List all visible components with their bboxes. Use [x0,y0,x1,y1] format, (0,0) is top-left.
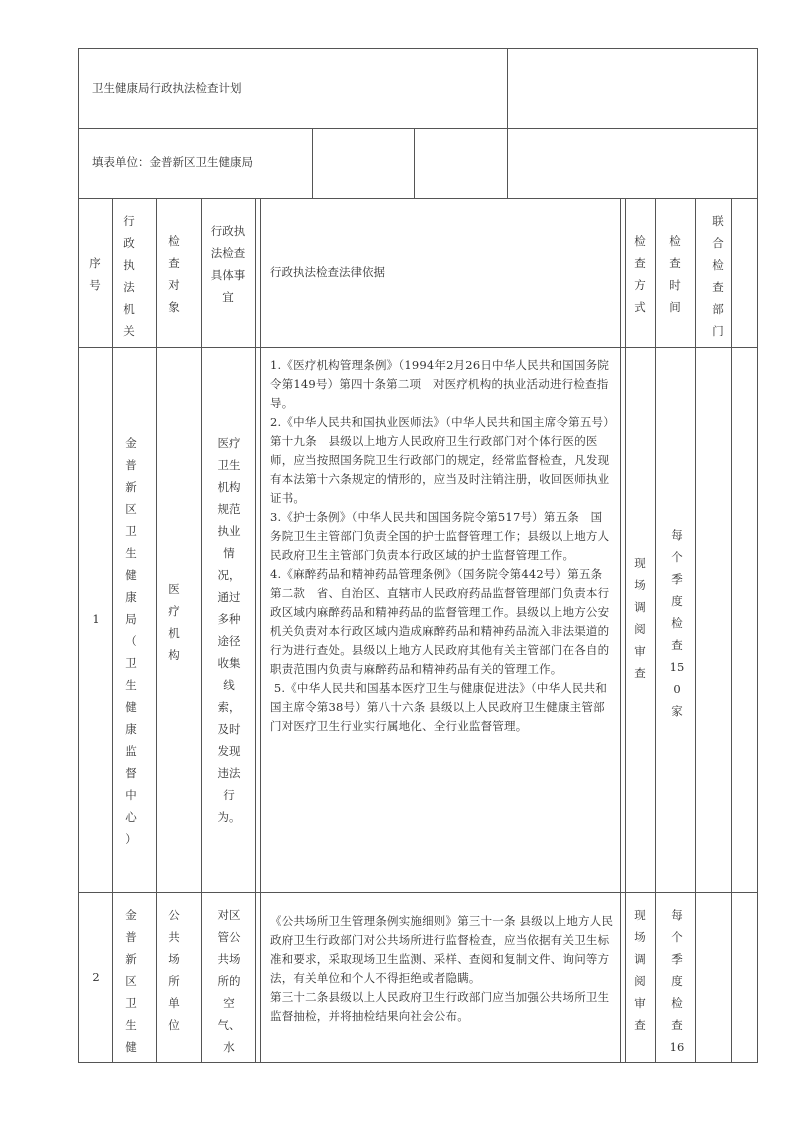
table-rule [260,198,261,1063]
table-border-right [757,48,758,1063]
row-2-target: 公 共 场 所 单 位 [168,908,180,1032]
row-1-method: 现 场 调 阅 审 查 [634,556,646,680]
table-border-bottom [78,1062,758,1063]
table-border-left [78,48,79,1063]
row-2-agency: 金 普 新 区 卫 生 健 [125,908,137,1054]
filing-unit-label: 填表单位：金普新区卫生健康局 [92,155,253,169]
table-rule [414,128,415,199]
table-rule [620,198,621,1063]
row-2-method: 现 场 调 阅 审 查 [634,908,646,1032]
table-rule [78,198,758,199]
table-rule [156,198,157,1063]
column-header-target: 检查对象 [168,234,180,314]
column-header-basis: 行政执法检查法律依据 [270,265,385,279]
column-header-matters: 行政执法检查具体事宜 [210,224,246,304]
basis-item: 4.《麻醉药品和精神药品管理条例》（国务院令第442号）第五条第二款 省、自治区、直辖市人民政府药品监督管理部门负责本行政区域内麻醉药品和精神药品的监督管理工作。县级以上地方公安机关负责对本行政区域内造成麻醉药品和精神药品流入非法渠道的行为进行查处。县级以上地方人民政府其他有关主管部门在各自的职责范围内负责与麻醉药品和精神药品有关的管理工作。 [270,567,610,676]
basis-item: 3.《护士条例》（中华人民共和国国务院令第517号）第五条 国务院卫生主管部门负责全国的护士监督管理工作；县级以上地方人民政府卫生主管部门负责本行政区域的护士监督管理工作。 [270,510,610,562]
row-1-matters: 医疗 卫生 机构 规范 执业 情 况， 通过 多种 途径 收集 线 索， 及时 发现 违法 行 为。 [217,436,241,824]
table-rule [112,198,113,1063]
row-2-legal-basis [270,912,614,1026]
table-rule [78,347,758,348]
table-rule [625,198,626,1063]
column-header-joint: 联合检查部门 [712,214,724,338]
basis-item: 第三十二条县级以上人民政府卫生行政部门应当加强公共场所卫生监督抽检，并将抽检结果向社会公布。 [270,990,610,1023]
row-1-legal-basis [270,356,614,736]
basis-item: 2.《中华人民共和国执业医师法》（中华人民共和国主席令第五号）第十九条 县级以上地方人民政府卫生行政部门对个体行医的医师，应当按照国务院卫生行政部门的规定，经常监督检查，凡发现有本法第十六条规定的情形的，应当及时注销注册，收回医师执业证书。 [270,415,610,505]
table-rule [201,198,202,1063]
column-header-time: 检查时间 [669,234,681,314]
table-rule [731,198,732,1063]
column-header-agency: 行政执法机关 [123,214,135,338]
basis-item: 《公共场所卫生管理条例实施细则》第三十一条 县级以上地方人民政府卫生行政部门对公共场所进行监督检查，应当依据有关卫生标准和要求，采取现场卫生监测、采样、查阅和复制文件、询问等方法，有关单位和个人不得拒绝或者隐瞒。 [270,914,614,985]
row-1-target: 医 疗 机 构 [168,582,180,662]
column-header-seq: 序号 [89,256,101,292]
table-rule [78,128,758,129]
table-rule [78,892,758,893]
table-rule [695,198,696,1063]
basis-item: 1.《医疗机构管理条例》（1994年2月26日中华人民共和国国务院令第149号）第四十条第二项 对医疗机构的执业活动进行检查指导。 [270,358,610,410]
table-rule [655,198,656,1063]
document-title: 卫生健康局行政执法检查计划 [92,81,242,95]
column-header-method: 检查方式 [634,234,646,314]
table-rule [255,198,256,1063]
row-2-matters: 对区 管公 共场 所的 空 气、 水 [217,908,241,1054]
row-1-time: 每 个 季 度 检 查 15 0 家 [669,528,685,718]
table-rule [312,128,313,199]
row-2-time: 每 个 季 度 检 查 16 [669,908,685,1054]
table-rule [507,48,508,199]
row-2-seq: 2 [92,970,100,984]
basis-item: 5.《中华人民共和国基本医疗卫生与健康促进法》（中华人民共和国主席令第38号）第八十六条 县级以上人民政府卫生健康主管部门对医疗卫生行业实行属地化、全行业监督管理。 [270,681,608,733]
row-1-seq: 1 [92,612,100,626]
row-1-agency: 金 普 新 区 卫 生 健 康 局 （ 卫 生 健 康 监 督 中 心 ） [125,436,137,846]
table-border-top [78,48,758,49]
